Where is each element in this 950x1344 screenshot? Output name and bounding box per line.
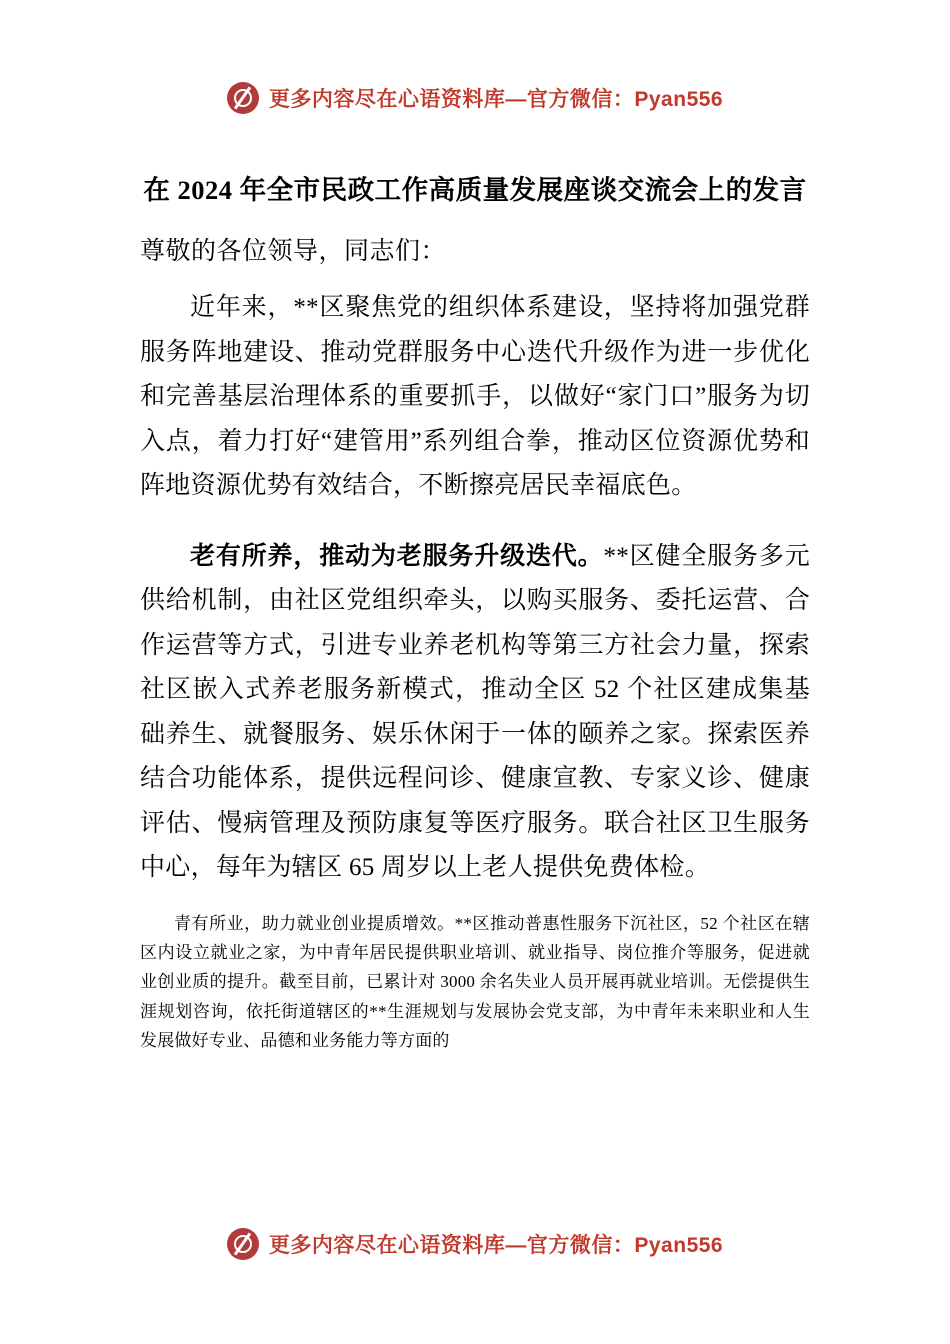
salutation: 尊敬的各位领导，同志们： bbox=[140, 238, 447, 266]
page-title: 在 2024 年全市民政工作高质量发展座谈交流会上的发言 bbox=[143, 175, 807, 205]
watermark-banner-top bbox=[0, 82, 950, 114]
paragraph-1-text: 近年来，**区聚焦党的组织体系建设，坚持将加强党群服务阵地建设、推动党群服务中心迭代升级作为进一步优化和完善基层治理体系的重要抓手，以做好“家门口”服务为切入点，着力打好“建管用”系列组合拳，推动区位资源优势和阵地资源优势有效结合，不断擦亮居民幸福底色。 bbox=[140, 294, 810, 500]
paragraph-2 bbox=[140, 535, 810, 891]
watermark-handle-bottom: Pyan556 bbox=[634, 1234, 724, 1257]
watermark-text-bottom bbox=[269, 1229, 723, 1259]
paragraph-1 bbox=[140, 286, 810, 509]
paragraph-2-text: **区健全服务多元供给机制，由社区党组织牵头，以购买服务、委托运营、合作运营等方式，引进专业养老机构等第三方社会力量，探索社区嵌入式养老服务新模式，推动全区 52 个社区建成集基础养生、就餐服务、娱乐休闲于一体的颐养之家。探索医养结合功能体系，提供远程问诊、健康宣教、专家义诊、健康评估、慢病管理及预防康复等医疗服务。联合社区卫生服务中心，每年为辖区 65 周岁以上老人提供免费体检。 bbox=[140, 542, 811, 882]
paragraph-3-lead: 青有所业，助力就业创业提质增效。 bbox=[174, 913, 455, 933]
watermark-banner-bottom bbox=[0, 1228, 950, 1260]
paragraph-2-lead: 老有所养，推动为老服务升级迭代。 bbox=[190, 542, 604, 570]
watermark-text-top bbox=[269, 83, 723, 113]
watermark-main-top: 更多内容尽在心语资料库—官方微信： bbox=[268, 88, 635, 111]
circle-stamp-icon bbox=[227, 82, 259, 114]
circle-stamp-icon bbox=[227, 1228, 259, 1260]
watermark-main-bottom: 更多内容尽在心语资料库—官方微信： bbox=[268, 1234, 635, 1257]
paragraph-3-text: **区推动普惠性服务下沉社区，52 个社区在辖区内设立就业之家，为中青年居民提供职业培训、就业指导、岗位推介等服务，促进就业创业质的提升。截至目前，已累计对 3000 余名失业人员开展再就业培训。无偿提供生涯规划咨询，依托街道辖区的**生涯规划与发展协会党支部，为中青年未来职业和人生发展做好专业、品德和业务能力等方面的 bbox=[140, 913, 810, 1050]
paragraph-3-small bbox=[140, 909, 810, 1055]
watermark-handle-top: Pyan556 bbox=[634, 88, 724, 111]
